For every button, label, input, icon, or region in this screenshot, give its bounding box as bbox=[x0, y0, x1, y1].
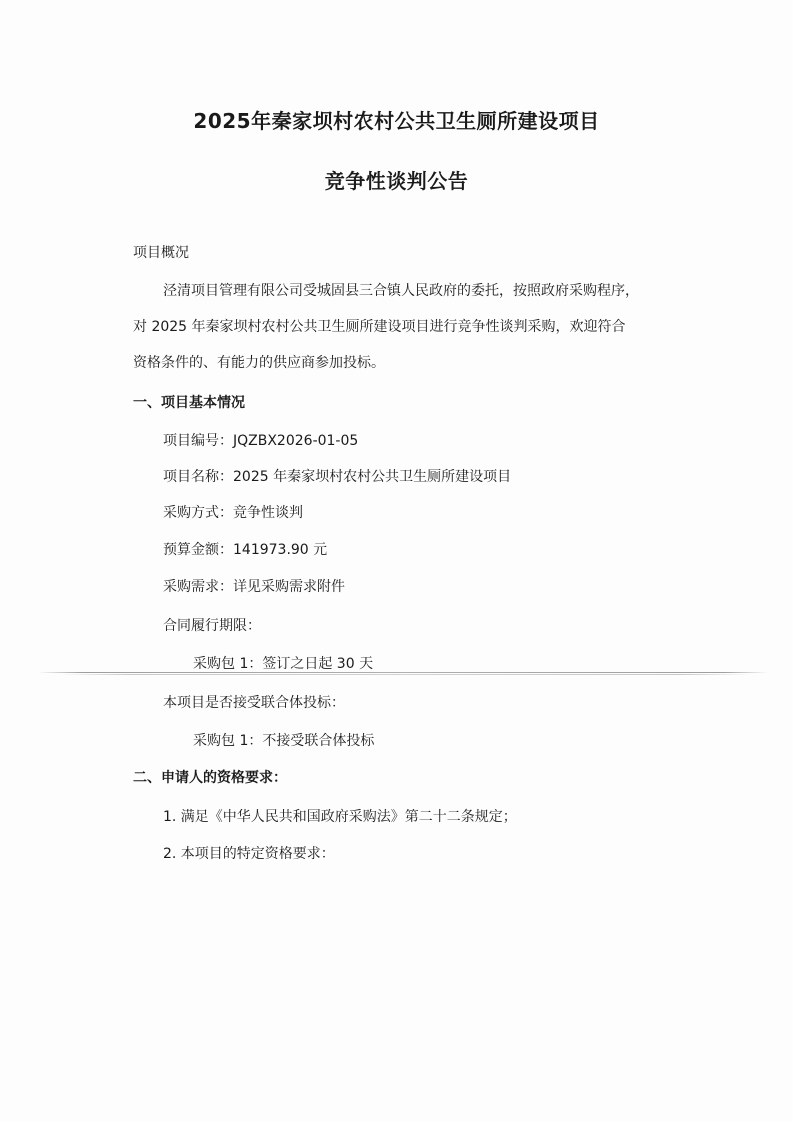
procurement-need: 采购需求：详见采购需求附件 bbox=[163, 579, 345, 595]
document-title-line1: 2025年秦家坝村农村公共卫生厕所建设项目 bbox=[193, 109, 600, 133]
contract-period-label: 合同履行期限： bbox=[163, 618, 261, 634]
project-name: 项目名称：2025 年秦家坝村农村公共卫生厕所建设项目 bbox=[163, 469, 512, 485]
requirement-1: 1. 满足《中华人民共和国政府采购法》第二十二条规定； bbox=[163, 809, 517, 825]
package1-consortium: 采购包 1：不接受联合体投标 bbox=[193, 733, 375, 749]
overview-paragraph-line2: 对 2025 年秦家坝村农村公共卫生厕所建设项目进行竞争性谈判采购，欢迎符合 bbox=[133, 319, 626, 335]
procurement-method: 采购方式：竞争性谈判 bbox=[163, 505, 303, 521]
document-title-line2: 竞争性谈判公告 bbox=[324, 169, 469, 193]
scan-artifact-line bbox=[60, 674, 750, 675]
project-number: 项目编号：JQZBX2026-01-05 bbox=[163, 433, 359, 449]
budget-amount: 预算金额：141973.90 元 bbox=[163, 542, 328, 558]
overview-paragraph-line3: 资格条件的、有能力的供应商参加投标。 bbox=[133, 355, 385, 371]
overview-paragraph-line1: 泾清项目管理有限公司受城固县三合镇人民政府的委托，按照政府采购程序， bbox=[163, 283, 639, 299]
requirement-2: 2. 本项目的特定资格要求： bbox=[163, 846, 335, 862]
section2-heading: 二、申请人的资格要求： bbox=[133, 770, 287, 786]
package1-contract-period: 采购包 1：签订之日起 30 天 bbox=[193, 656, 374, 672]
consortium-question: 本项目是否接受联合体投标： bbox=[163, 695, 345, 711]
scan-artifact-line bbox=[38, 672, 768, 673]
overview-heading: 项目概况 bbox=[133, 245, 189, 261]
section1-heading: 一、项目基本情况 bbox=[133, 395, 245, 411]
